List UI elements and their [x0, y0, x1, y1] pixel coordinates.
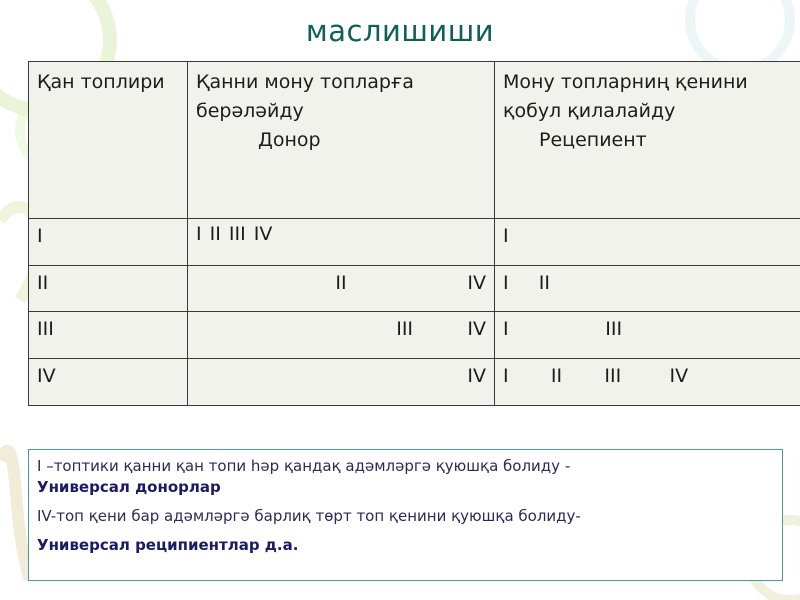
table-row [29, 312, 800, 359]
header-recipient-text: Мону топларниң қенини қобул қилалайду [503, 71, 748, 122]
table-row [29, 359, 800, 406]
row-group: II [29, 265, 188, 312]
note-line1-text: I –топтики қанни қан топи һәр қандақ адәмләргә қуюшқа болиду - [37, 457, 571, 475]
header-blood-groups: Қан топлири [29, 62, 188, 219]
row-group: IV [29, 359, 188, 406]
note-universal-donor [37, 456, 774, 498]
note-line1-bold: Универсал донорлар [37, 478, 221, 496]
note-box [28, 449, 783, 581]
row-donor: IV [188, 359, 495, 406]
row-recipient: I [495, 218, 800, 265]
note-universal-recipient [37, 506, 774, 556]
row-recipient: I III [495, 312, 800, 359]
note-line2-bold: Универсал реципиентлар д.а. [37, 536, 299, 554]
row-group: III [29, 312, 188, 359]
header-donor-text: Қанни мону топларға берәләйду [196, 71, 414, 122]
page-title: маслишиши [305, 14, 495, 48]
row-donor: I II III IV [188, 218, 495, 265]
header-donor-role: Донор [258, 129, 321, 151]
table-row [29, 265, 800, 312]
note-line2-text: IV-топ қени бар адәмләргә барлиқ төрт топ қенини қуюшқа болиду- [37, 507, 581, 525]
row-group: I [29, 218, 188, 265]
header-recipient [495, 62, 800, 219]
table-row [29, 218, 800, 265]
table-header-row [29, 62, 800, 219]
header-recipient-role: Рецепиент [539, 129, 647, 151]
row-donor: III IV [188, 312, 495, 359]
header-donor [188, 62, 495, 219]
row-recipient: I II III IV [495, 359, 800, 406]
row-donor: II IV [188, 265, 495, 312]
row-recipient: I II [495, 265, 800, 312]
blood-group-table [28, 61, 800, 406]
